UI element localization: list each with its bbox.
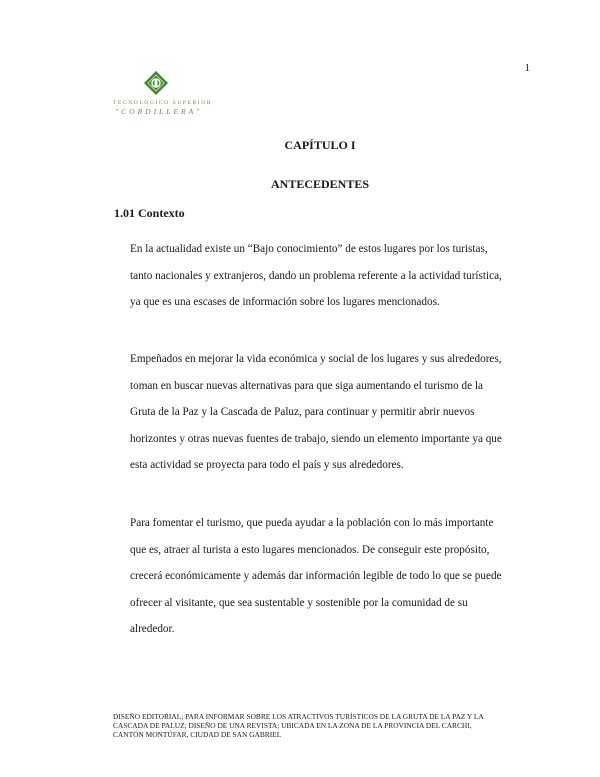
paragraph-line: horizontes y otras nuevas fuentes de trabajo, siendo un elemento importante ya que [130,432,502,445]
paragraph-3 [130,515,540,648]
subsection-title: 1.01 Contexto [114,206,185,220]
paragraph-line: Empeñados en mejorar la vida económica y social de los lugares y sus alrededores, [130,353,502,365]
paragraph-line: ya que es una escases de información sobre los lugares mencionados. [130,296,440,308]
paragraph-line: Para fomentar el turismo, que pueda ayudar a la población con lo más importante [130,517,494,529]
section-title: ANTECEDENTES [270,177,370,191]
paragraph-line: tanto nacionales y extranjeros, dando un problema referente a la actividad turística, [130,269,502,282]
institution-logo [113,70,223,120]
paragraph-line: alrededor. [130,623,175,635]
paragraph-line: En la actualidad existe un “Bajo conocimiento” de estos lugares por los turistas, [130,243,488,255]
paragraph-line: ofrecer al visitante, que sea sustentable y sostenible por la comunidad de su [130,596,468,609]
footer-line: CANTÓN MONTÚFAR, CIUDAD DE SAN GABRIEL [113,730,282,739]
paragraph-line: Gruta de la Paz y la Cascada de Paluz, para continuar y permitir abrir nuevos [130,406,475,418]
logo-text-line2: "CORDILLERA" [115,107,203,116]
page-number: 1 [524,62,530,74]
paragraph-line: crecerá económicamente y además dar información legible de todo lo que se puede [130,570,502,582]
footer-line: CASCADA DE PALUZ; DISEÑO DE UNA REVISTA; UBICADA EN LA ZONA DE LA PROVINCIA DEL CARCHI, [113,721,472,730]
page-footer [113,712,533,739]
paragraph-1 [130,241,540,321]
paragraph-line: esta actividad se proyecta para todo el país y sus alrededores. [130,459,404,471]
logo-emblem-icon [143,70,169,96]
paragraph-2 [130,351,540,484]
footer-line: DISEÑO EDITORIAL; PARA INFORMAR SOBRE LOS ATRACTIVOS TURÍSTICOS DE LA GRUTA DE LA PAZ Y LA [113,712,484,721]
paragraph-line: que es, atraer al turista a esto lugares mencionados. De conseguir este propósito, [130,543,490,556]
paragraph-line: toman en buscar nuevas alternativas para que siga aumentando el turismo de la [130,379,483,392]
chapter-title: CAPÍTULO I [284,138,356,152]
logo-text-line1: TECNOLÓGICO SUPERIOR [113,100,213,106]
